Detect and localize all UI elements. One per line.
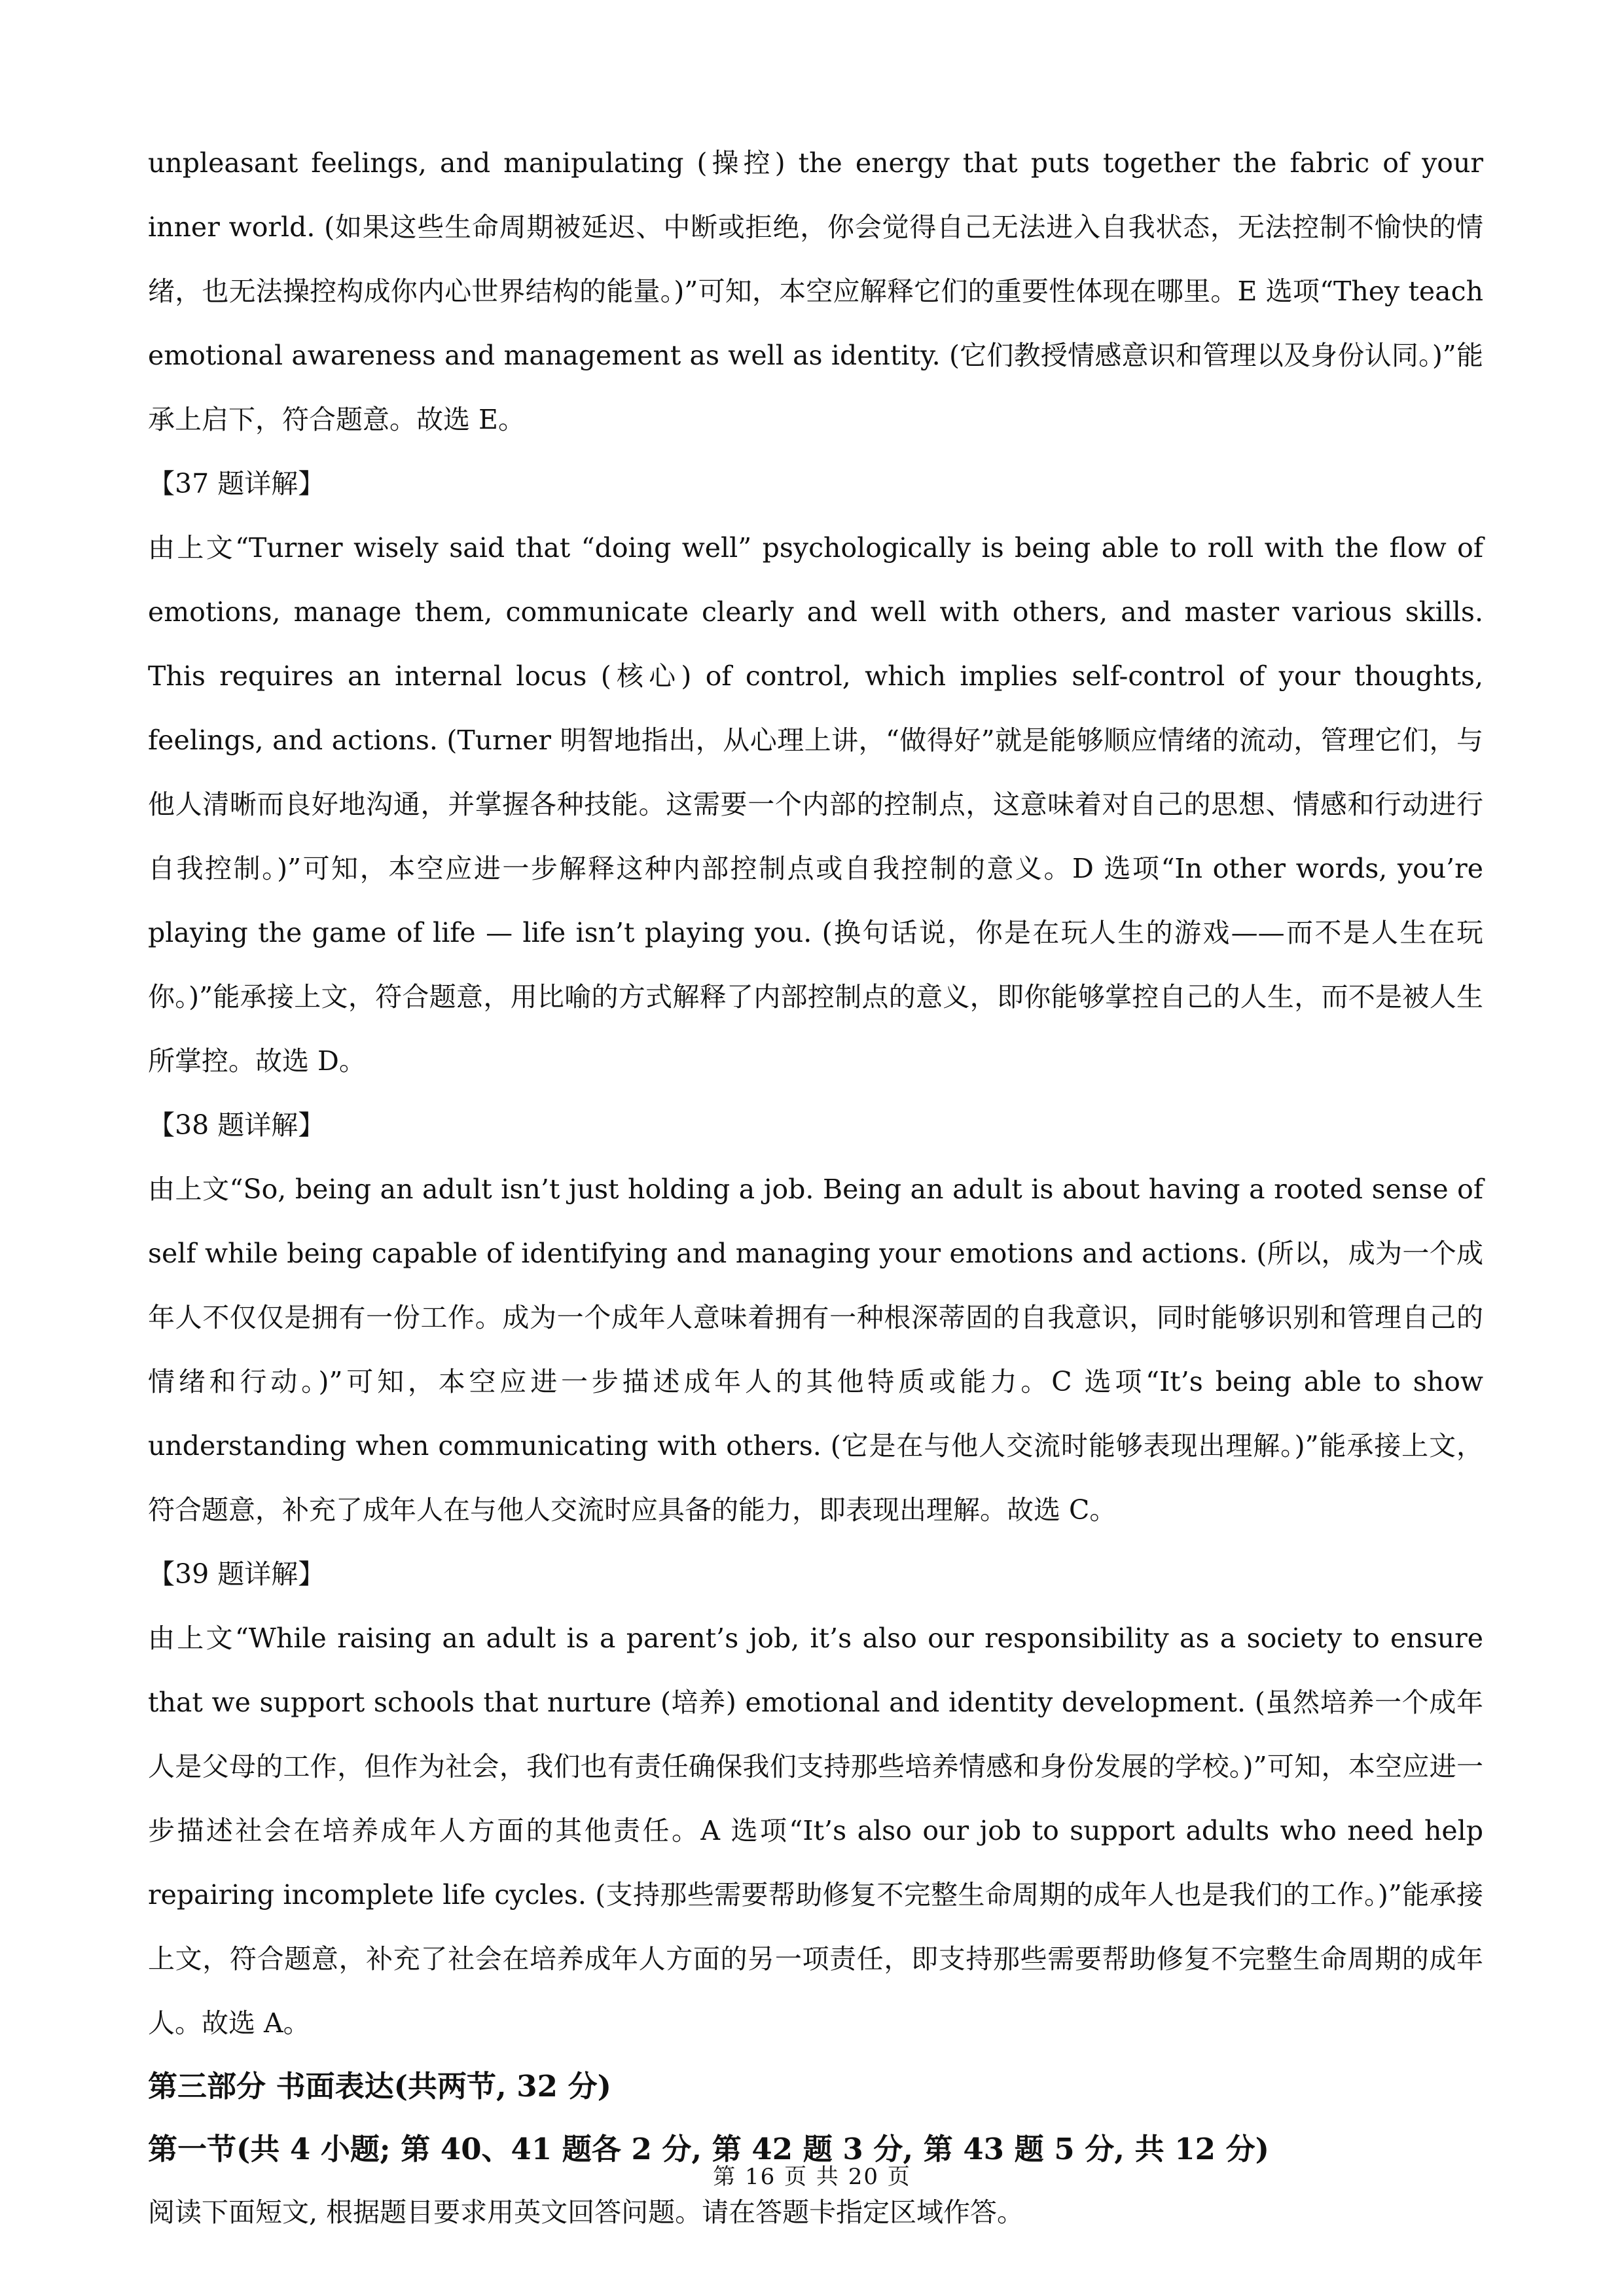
part3-heading: 第三部分 书面表达(共两节, 32 分) <box>148 2069 611 2104</box>
question-39-label: 【39 题详解】 <box>148 1558 325 1590</box>
paragraph-37-explanation: 由上文“Turner wisely said that “doing well” psychologically is being able to roll with the flow of emotions, manage them, communicate clearly and well with others, and master various skills. This requires an internal locus (核心) of control, which implies self-control of your thoughts, feelings, and actions. (Turner 明智地指出，从心理上讲，“做得好”就是能够顺应情绪的流动，管理它们，与他人清晰而良好地沟通，并掌握各种技能。这需要一个内部的控制点，这意味着对自己的思想、情感和行动进行自我控制。)”可知，本空应进一步解释这种内部控制点或自我控制的意义。D 选项“In other words, you’re playing the game of life — life isn’t playing you. (换句话说，你是在玩人生的游戏——而不是人生在玩你。)”能承接上文，符合题意，用比喻的方式解释了内部控制点的意义，即你能够掌控自己的人生，而不是被人生所掌控。故选 D。 <box>148 532 1483 1077</box>
paragraph-38-explanation: 由上文“So, being an adult isn’t just holding a job. Being an adult is about having a rooted sense of self while being capable of identifying and managing your emotions and actions. (所以，成为一个成年人不仅仅是拥有一份工作。成为一个成年人意味着拥有一种根深蒂固的自我意识，同时能够识别和管理自己的情绪和行动。)”可知，本空应进一步描述成年人的其他特质或能力。C 选项“It’s being able to show understanding when communicating with others. (它是在与他人交流时能够表现出理解。)”能承接上文，符合题意，补充了成年人在与他人交流时应具备的能力，即表现出理解。故选 C。 <box>148 1174 1483 1526</box>
section1-instruction: 阅读下面短文, 根据题目要求用英文回答问题。请在答题卡指定区域作答。 <box>148 2197 1024 2228</box>
question-37-label: 【37 题详解】 <box>148 468 325 499</box>
page-content <box>148 131 1483 2244</box>
paragraph-39-explanation: 由上文“While raising an adult is a parent’s job, it’s also our responsibility as a society to ensure that we support schools that nurture (培养) emotional and identity development. (虽然培养一个成年人是父母的工作，但作为社会，我们也有责任确保我们支持那些培养情感和身份发展的学校。)”可知，本空应进一步描述社会在培养成年人方面的其他责任。A 选项“It’s also our job to support adults who need help repairing incomplete life cycles. (支持那些需要帮助修复不完整生命周期的成年人也是我们的工作。)”能承接上文，符合题意，补充了社会在培养成年人方面的另一项责任，即支持那些需要帮助修复不完整生命周期的成年人。故选 A。 <box>148 1623 1483 2039</box>
page-number-footer: 第 16 页 共 20 页 <box>713 2164 911 2190</box>
question-38-label: 【38 题详解】 <box>148 1109 325 1141</box>
section1-heading: 第一节(共 4 小题; 第 40、41 题各 2 分, 第 42 题 3 分, 第 43 题 5 分, 共 12 分) <box>148 2132 1269 2166</box>
paragraph-36-continued: unpleasant feelings, and manipulating (操控) the energy that puts together the fabric of your inner world. (如果这些生命周期被延迟、中断或拒绝，你会觉得自己无法进入自我状态，无法控制不愉快的情绪，也无法操控构成你内心世界结构的能量。)”可知，本空应解释它们的重要性体现在哪里。E 选项“They teach emotional awareness and management as well as identity. (它们教授情感意识和管理以及身份认同。)”能承上启下，符合题意。故选 E。 <box>148 147 1483 435</box>
